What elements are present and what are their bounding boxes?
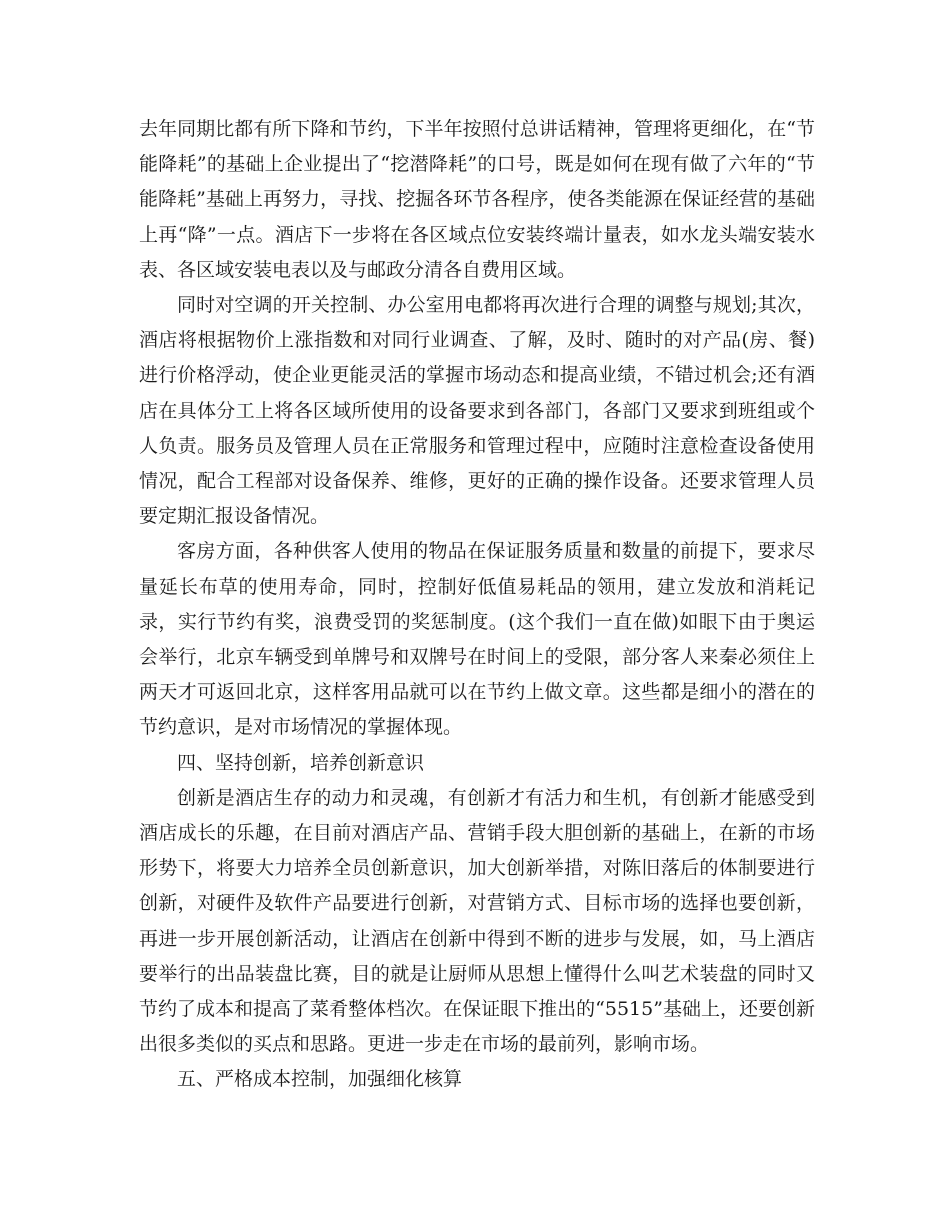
paragraph-energy-saving: 去年同期比都有所下降和节约，下半年按照付总讲话精神，管理将更细化，在“节能降耗”的基础上企业提出了“挖潜降耗”的口号，既是如何在现有做了六年的“节能降耗”基础上再努力，寻找、挖掘各环节各程序，使各类能源在保证经营的基础上再“降”一点。酒店下一步将在各区域点位安装终端计量表，如水龙头端安装水表、各区域安装电表以及与邮政分清各自费用区域。	[139, 118, 815, 281]
paragraph-guest-room: 客房方面，各种供客人使用的物品在保证服务质量和数量的前提下，要求尽量延长布草的使用寿命，同时，控制好低值易耗品的领用，建立发放和消耗记录，实行节约有奖，浪费受罚的奖惩制度。(这个我们一直在做)如眼下由于奥运会举行，北京车辆受到单牌号和双牌号在时间上的受限，部分客人来秦必须住上两天才可返回北京，这样客用品就可以在节约上做文章。这些都是细小的潜在的节约意识，是对市场情况的掌握体现。	[139, 540, 815, 739]
section-heading-cost-control: 五、严格成本控制，加强细化核算	[177, 1068, 463, 1091]
paragraph-equipment-control: 同时对空调的开关控制、办公室用电都将再次进行合理的调整与规划;其次，酒店将根据物价上涨指数和对同行业调查、了解，及时、随时的对产品(房、餐)进行价格浮动，使企业更能灵活的掌握市场动态和提高业绩，不错过机会;还有酒店在具体分工上将各区域所使用的设备要求到各部门，各部门又要求到班组或个人负责。服务员及管理人员在正常服务和管理过程中，应随时注意检查设备使用情况，配合工程部对设备保养、维修，更好的正确的操作设备。还要求管理人员要定期汇报设备情况。	[139, 294, 815, 528]
section-heading-innovation: 四、坚持创新，培养创新意识	[177, 751, 425, 774]
paragraph-innovation: 创新是酒店生存的动力和灵魂，有创新才有活力和生机，有创新才能感受到酒店成长的乐趣，在目前对酒店产品、营销手段大胆创新的基础上，在新的市场形势下，将要大力培养全员创新意识，加大创新举措，对陈旧落后的体制要进行创新，对硬件及软件产品要进行创新，对营销方式、目标市场的选择也要创新，再进一步开展创新活动，让酒店在创新中得到不断的进步与发展，如，马上酒店要举行的出品装盘比赛，目的就是让厨师从思想上懂得什么叫艺术装盘的同时又节约了成本和提高了菜肴整体档次。在保证眼下推出的“5515”基础上，还要创新出很多类似的买点和思路。更进一步走在市场的最前列，影响市场。	[139, 786, 815, 1056]
document-body	[139, 112, 815, 1098]
